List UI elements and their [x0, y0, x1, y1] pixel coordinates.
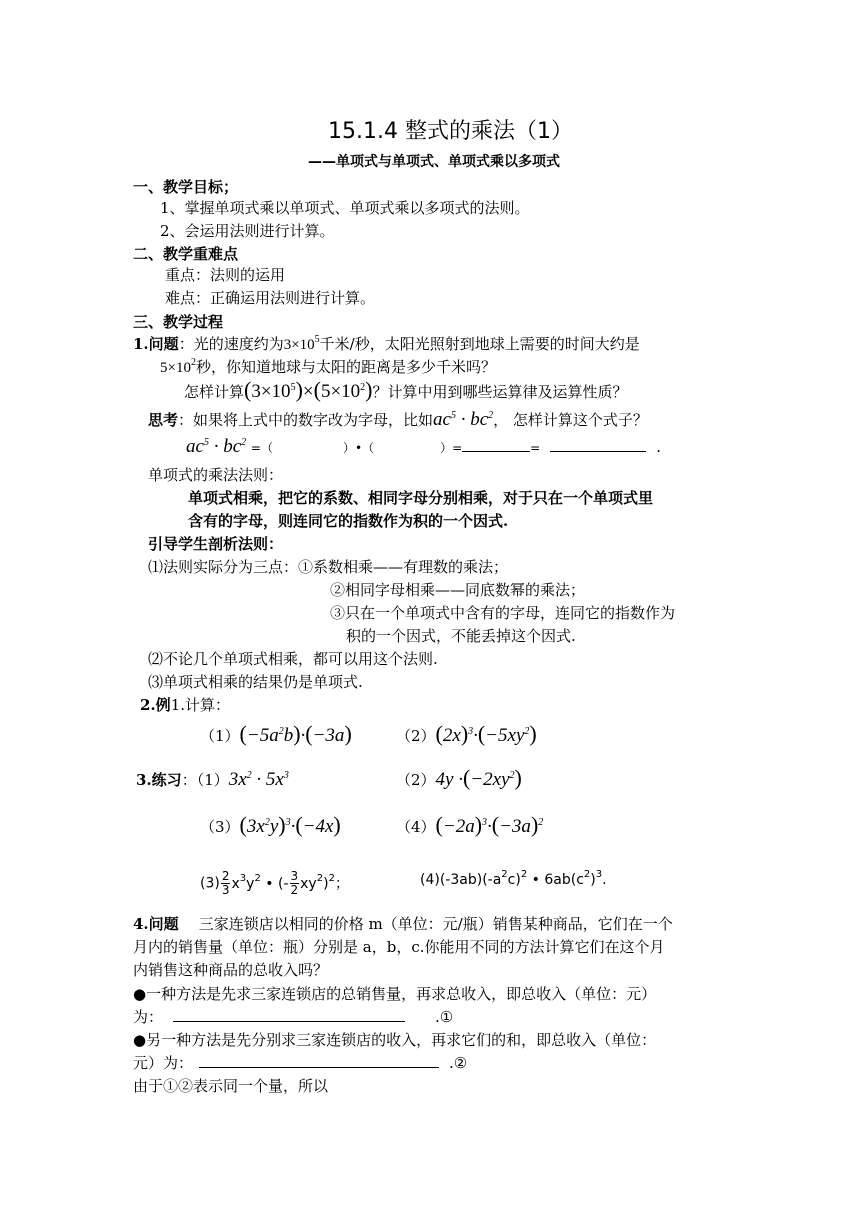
conclusion-line: 由于①②表示同一个量，所以 — [133, 1077, 329, 1095]
rule-line: 单项式相乘，把它的系数、相同字母分别相乘，对于只在一个单项式里 — [188, 489, 654, 507]
example-item-1 — [200, 721, 352, 746]
method-2-marker: .② — [449, 1054, 468, 1072]
question-1-text: ？计算中用到哪些运算律及运算性质？ — [372, 383, 628, 401]
rule-heading: 单项式的乘法法则： — [148, 466, 284, 484]
practice-item-1 — [136, 770, 289, 790]
keypoint-item: 难点：正确运用法则进行计算。 — [165, 289, 376, 307]
question-1-text: ：光的速度约为 — [178, 335, 284, 353]
time-formula: $5\times 10^2$ — [160, 357, 196, 376]
guide-point: ⑶单项式相乘的结果仍是单项式. — [148, 673, 363, 691]
equation-part: ）•（ — [342, 441, 375, 455]
practice-item-4 — [396, 812, 544, 837]
practice-item-5 — [200, 870, 349, 897]
question-1-line-1 — [133, 334, 640, 355]
example-item-2 — [396, 721, 537, 746]
method-1-marker: .① — [435, 1008, 454, 1026]
example-text: 1.计算： — [170, 696, 230, 714]
practice-num: 3. — [136, 771, 152, 789]
method-1-answer-blank[interactable] — [173, 1007, 405, 1022]
guide-point: ②相同字母相乘——同底数幂的乘法； — [330, 581, 586, 599]
think-text: ， 怎样计算这个式子？ — [493, 411, 648, 429]
practice-item-6 — [420, 870, 607, 890]
method-1-line-1: ●一种方法是先求三家连锁店的总销售量，再求总收入，即总收入（单位：元） — [133, 985, 657, 1003]
rule-line: 含有的字母，则连同它的指数作为积的一个因式. — [188, 512, 509, 530]
question-1-line-3 — [184, 377, 628, 402]
question-1-label: 问题 — [148, 335, 179, 353]
guide-point: 积的一个因式，不能丢掉这个因式. — [346, 627, 576, 645]
think-text: ：如果将上式中的数字改为字母，比如 — [178, 411, 434, 429]
question-1-line-2 — [160, 357, 496, 378]
think-line-1 — [148, 410, 648, 430]
question-4-line-1 — [133, 914, 673, 934]
method-2-line-1: ●另一种方法是先分别求三家连锁店的收入，再求它们的和，即总收入（单位： — [133, 1031, 657, 1049]
method-2-label: 元）为： — [133, 1054, 194, 1072]
answer-blank[interactable] — [550, 437, 646, 452]
keypoint-item: 重点：法则的运用 — [165, 266, 286, 284]
equation-part: = — [530, 441, 541, 455]
example-label: 例 — [155, 696, 171, 714]
practice-item-2 — [396, 765, 522, 790]
practice-label: 练习 — [151, 771, 182, 789]
item-number: (4) — [420, 872, 440, 888]
guide-point: ⑴法则实际分为三点：①系数相乘——有理数的乘法； — [148, 558, 509, 576]
equation-part: . — [656, 438, 661, 456]
item-number: (3) — [200, 875, 220, 892]
example-heading — [140, 695, 230, 715]
letter-product-formula: $ac^5 \cdot bc^2$ — [433, 409, 494, 430]
example-formula-2: $(2x)^3\cdot(-5xy^2)$ — [435, 721, 537, 746]
guide-heading: 引导学生剖析法则： — [148, 535, 284, 553]
practice-formula-3: $(3x^2y)^3\cdot(-4x)$ — [239, 812, 341, 837]
page-subtitle: ——单项式与单项式、单项式乘以多项式 — [308, 154, 560, 170]
speed-of-light-formula: $3\times 10^5$ — [283, 334, 320, 353]
practice-formula-1: $3x^2 \cdot 5x^3$ — [228, 769, 289, 790]
answer-blank[interactable] — [462, 437, 530, 452]
section-heading-goals: 一、教学目标； — [133, 178, 239, 196]
goal-item: 1、掌握单项式乘以单项式、单项式乘以多项式的法则。 — [160, 199, 530, 217]
question-1-text: 千米/秒，太阳光照射到地球上需要的时间大约是 — [319, 335, 640, 353]
letter-product-formula: $ac^5 \cdot bc^2$ — [186, 436, 247, 457]
question-1-num: 1. — [133, 335, 149, 353]
method-2-answer-blank[interactable] — [199, 1053, 439, 1068]
think-line-2 — [186, 437, 661, 458]
page-title: 15.1.4 整式的乘法（1） — [328, 119, 573, 144]
method-1-line-2 — [133, 1007, 453, 1027]
method-1-label: 为： — [133, 1008, 164, 1026]
question-4-line-2: 月内的销售量（单位：瓶）分别是 a，b，c.你能用不同的方法计算它们在这个月 — [133, 938, 665, 956]
method-2-line-2 — [133, 1053, 467, 1073]
example-formula-1: $(-5a^2b)\cdot(-3a)$ — [239, 721, 352, 746]
question-1-text: 秒，你知道地球与太阳的距离是多少千米吗？ — [195, 358, 496, 376]
practice-item-3 — [200, 812, 341, 837]
item-number: （1） — [200, 727, 240, 745]
question-1-text: 怎样计算 — [184, 383, 245, 401]
guide-point: ⑵不论几个单项式相乘，都可以用这个法则. — [148, 650, 438, 668]
item-number: ：（1） — [181, 771, 229, 789]
practice-formula-2: $4y \cdot(-2xy^2)$ — [435, 765, 522, 790]
practice-formula-4: $(-2a)^3\cdot(-3a)^2$ — [435, 812, 544, 837]
question-4-num: 4. — [133, 915, 149, 933]
question-4-label: 问题 — [148, 915, 179, 933]
equation-part: =（ — [250, 441, 273, 455]
guide-point: ③只在一个单项式中含有的字母，连同它的指数作为 — [330, 604, 676, 622]
goal-item: 2、会运用法则进行计算。 — [160, 222, 335, 240]
item-number: （4） — [396, 818, 436, 836]
example-num: 2. — [140, 696, 156, 714]
question-4-text: 三家连锁店以相同的价格 m（单位：元/瓶）销售某种商品，它们在一个 — [198, 915, 673, 933]
question-4-line-3: 内销售这种商品的总收入吗？ — [133, 961, 329, 979]
equation-part: ）= — [440, 441, 463, 455]
product-formula: $(3\times 10^5)\times(5\times 10^2)$ — [244, 377, 373, 402]
section-heading-keypoints: 二、教学重难点 — [133, 245, 239, 263]
section-heading-process: 三、教学过程 — [133, 313, 224, 331]
think-label: 思考 — [148, 411, 179, 429]
item-number: （3） — [200, 818, 240, 836]
practice-formula-5: $\frac{2}{3}$ $x^3y^2$ • (- $\frac{3}{2}$ $xy^2)^2$； — [221, 869, 349, 897]
item-number: （2） — [396, 771, 436, 789]
item-number: （2） — [396, 727, 436, 745]
practice-formula-6: $(-3ab)(-a^2c)^2$ • $6ab(c^2)^3$. — [439, 869, 607, 888]
